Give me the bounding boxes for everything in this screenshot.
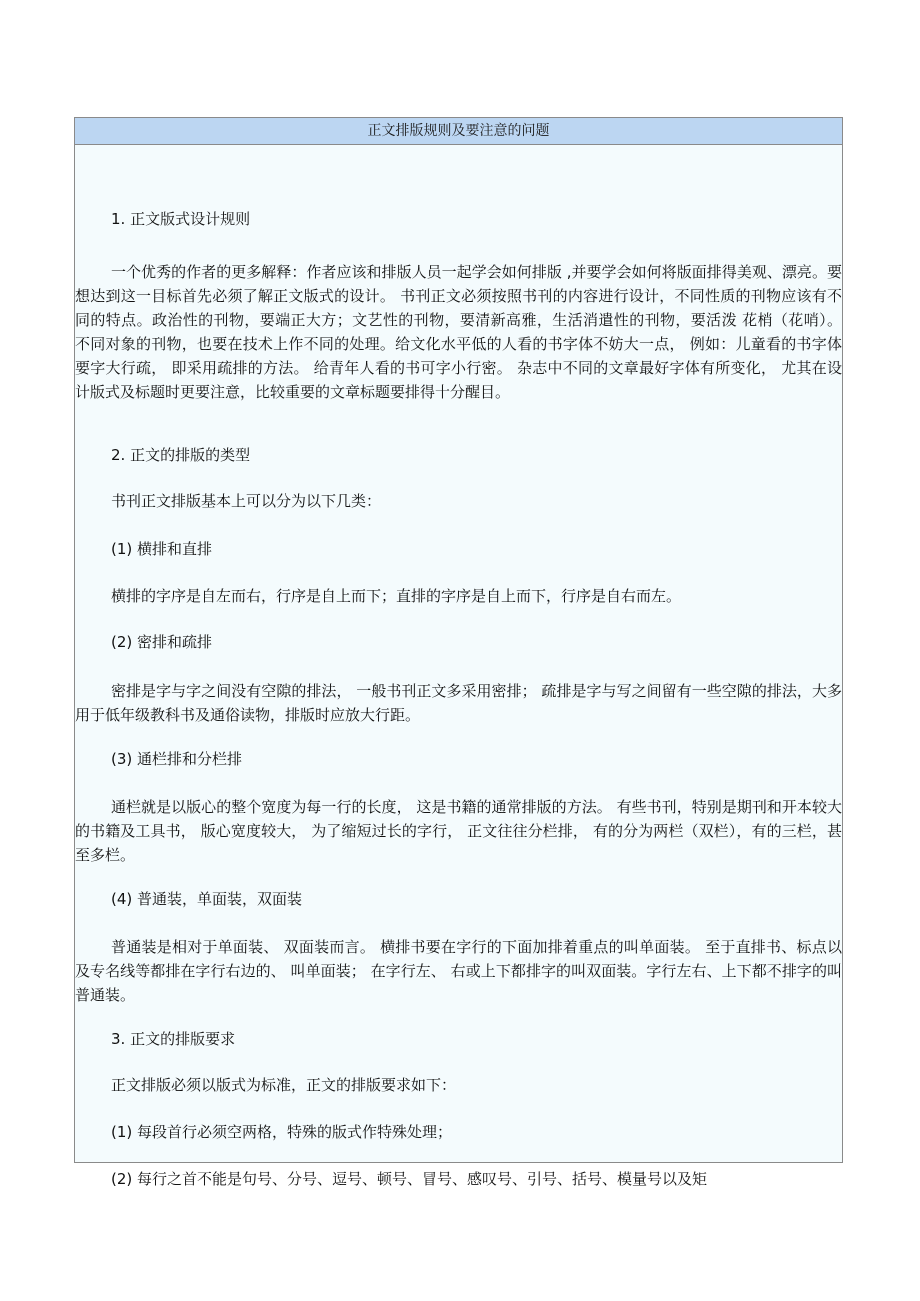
subsection-2-2-paragraph: 密排是字与字之间没有空隙的排法， 一般书刊正文多采用密排； 疏排是字与写之间留有一些空隙的排法，大多用于低年级教科书及通俗读物，排版时应放大行距。 (75, 682, 842, 724)
section-2-heading: 2. 正文的排版的类型 (111, 446, 251, 464)
subsection-2-1-paragraph: 横排的字序是自左而右，行序是自上而下；直排的字序是自上而下，行序是自右而左。 (111, 587, 682, 605)
section-1-heading: 1. 正文版式设计规则 (111, 210, 251, 228)
section-2-intro: 书刊正文排版基本上可以分为以下几类： (111, 492, 382, 510)
section-1-paragraph: 一个优秀的作者的更多解释：作者应该和排版人员一起学会如何排版 ,并要学会如何将版面排得美观、漂亮。要想达到这一目标首先必须了解正文版式的设计。 书刊正文必须按照书刊的内容进行设计，不同性质的刊物应该有不同的特点。政治性的刊物，要端正大方；文艺性的刊物，要清新高雅，生活消遣性的刊物，要活泼 花梢（花哨）。 不同对象的刊物，也要在技术上作不同的处理。给文化水平低的人看的书字体不妨大一点， 例如：儿童看的书字体要字大行疏， 即采用疏排的方法。 给青年人看的书可字小行密。 杂志中不同的文章最好字体有所变化， 尤其在设计版式及标题时更要注意，比较重要的文章标题要排得十分醒目。 (75, 263, 842, 401)
section-3-item-1: (1) 每段首行必须空两格，特殊的版式作特殊处理； (111, 1123, 453, 1141)
document-title: 正文排版规则及要注意的问题 (75, 118, 842, 145)
subsection-2-3-paragraph: 通栏就是以版心的整个宽度为每一行的长度， 这是书籍的通常排版的方法。 有些书刊，特别是期刊和开本较大的书籍及工具书， 版心宽度较大， 为了缩短过长的字行， 正文往往分栏排， 有的分为两栏（双栏），有的三栏，甚至多栏。 (75, 798, 842, 864)
document-frame (74, 117, 843, 1188)
section-3-intro: 正文排版必须以版式为标准，正文的排版要求如下： (111, 1076, 457, 1094)
section-3-item-2: (2) 每行之首不能是句号、分号、逗号、顿号、冒号、感叹号、引号、括号、模量号以及矩 (111, 1170, 708, 1188)
subsection-2-1-heading: (1) 横排和直排 (111, 540, 213, 558)
subsection-2-4-paragraph: 普通装是相对于单面装、 双面装而言。 横排书要在字行的下面加排着重点的叫单面装。 至于直排书、标点以及专名线等都排在字行右边的、 叫单面装； 在字行左、 右或上下都排字的叫双面装。字行左右、上下都不排字的叫普通装。 (75, 938, 842, 1004)
subsection-2-3-heading: (3) 通栏排和分栏排 (111, 750, 243, 768)
subsection-2-2-heading: (2) 密排和疏排 (111, 633, 213, 651)
section-3-heading: 3. 正文的排版要求 (111, 1030, 236, 1048)
subsection-2-4-heading: (4) 普通装，单面装，双面装 (111, 890, 303, 908)
